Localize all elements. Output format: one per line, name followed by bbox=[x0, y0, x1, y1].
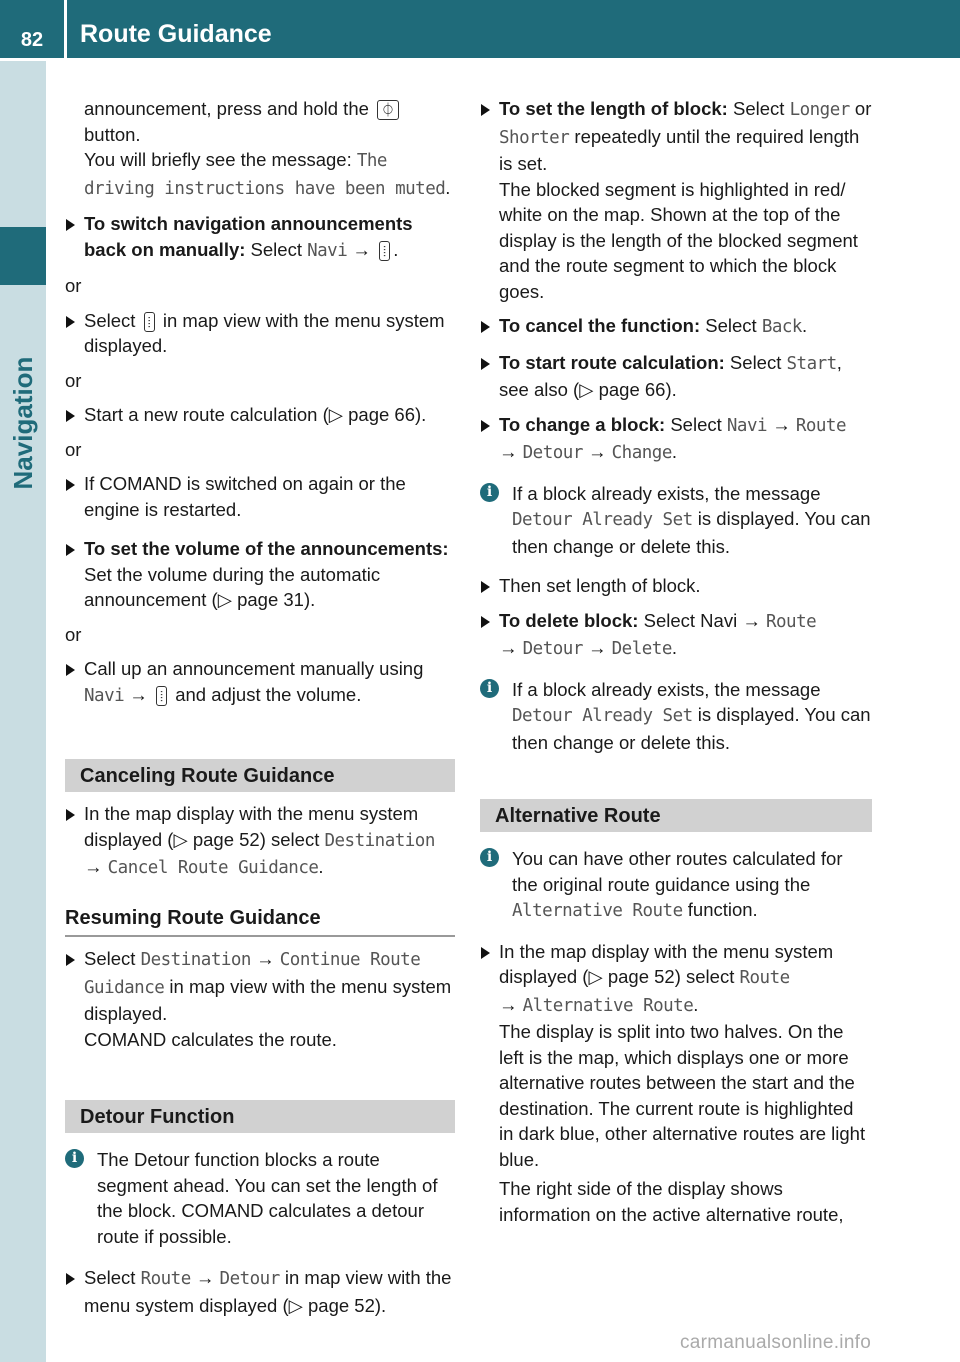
info-icon: i bbox=[480, 483, 499, 502]
detour-info: i The Detour function blocks a route segment ahead. You can set the length of the block. COMAND calculates a detour route if possible. bbox=[65, 1147, 455, 1249]
step-select-detour: Select Route → Detour in map view with the menu system displayed (▷ page 52). bbox=[65, 1265, 455, 1318]
step-resume-guidance: Select Destination → Continue Route Guidance in map view with the menu system displayed. COMAND calculates the route. bbox=[65, 946, 455, 1052]
arrow-icon: → bbox=[742, 609, 761, 631]
page-ref-icon: ▷ bbox=[588, 966, 603, 987]
arrow-icon: → bbox=[499, 993, 518, 1015]
or-separator: or bbox=[65, 275, 82, 296]
page-ref-icon: ▷ bbox=[579, 379, 594, 400]
step-start-calculation: To start route calculation: Select Start, see also (▷ page 66). bbox=[480, 350, 872, 403]
step-switch-announcements-on: To switch navigation announcements back on manually: Select Navi → ⦙ . bbox=[65, 211, 455, 264]
step-new-route: Start a new route calculation (▷ page 66). bbox=[65, 402, 455, 428]
or-separator: or bbox=[65, 369, 82, 391]
header-divider bbox=[64, 0, 67, 58]
arrow-icon: → bbox=[256, 948, 275, 969]
arrow-icon: → bbox=[772, 413, 791, 435]
page-ref-icon: ▷ bbox=[173, 828, 188, 850]
step-cancel-function: To cancel the function: Select Back. bbox=[480, 313, 872, 341]
arrow-icon: → bbox=[588, 441, 607, 462]
voice-icon: ⦙ bbox=[379, 241, 390, 261]
left-column bbox=[65, 96, 455, 1318]
step-call-announcement: Call up an announcement manually using Navi → ⦙ and adjust the volume. bbox=[65, 656, 455, 709]
page-ref-icon: ▷ bbox=[328, 404, 343, 425]
mute-button-icon: ⏀ bbox=[377, 100, 399, 120]
step-set-block-length: To set the length of block: Select Longer or Shorter repeatedly until the required length is set. The blocked segment is highlighted in red/ white on the map. Shown at the top of the display is the length of the blocked segment and the route segment to which the block goes. bbox=[480, 96, 872, 304]
section-heading-alternative: Alternative Route bbox=[480, 799, 872, 832]
step-select-voice: Select ⦙ in map view with the menu system displayed. bbox=[65, 308, 455, 359]
step-alternative-route: In the map display with the menu system displayed (▷ page 52) select Route → Alternative Route. The display is split into two halves. On the left is the map, which displays one or more alternative routes between the start and the destination. The current route is highlighted in dark blue, other alternative routes are light blue. The right side of the display shows information on the active alternative route, bbox=[480, 939, 872, 1228]
step-cancel-guidance: In the map display with the menu system displayed (▷ page 52) select Destination → Cancel Route Guidance. bbox=[65, 801, 455, 882]
section-heading-detour: Detour Function bbox=[65, 1100, 455, 1133]
step-delete-block: To delete block: Select Navi → Route → Detour → Delete. bbox=[480, 608, 872, 663]
step-comand-restart: If COMAND is switched on again or the engine is restarted. bbox=[65, 471, 455, 522]
arrow-icon: → bbox=[588, 637, 607, 658]
voice-icon: ⦙ bbox=[156, 686, 167, 706]
right-column bbox=[480, 96, 872, 1227]
page-ref-icon: ▷ bbox=[217, 589, 232, 610]
muted-message: The driving instructions have been muted bbox=[84, 151, 446, 199]
arrow-icon: → bbox=[129, 683, 148, 705]
arrow-icon: → bbox=[499, 441, 518, 462]
block-exists-info-2: i If a block already exists, the message Detour Already Set is displayed. You can then change or delete this. bbox=[480, 677, 872, 756]
page-ref-icon: ▷ bbox=[288, 1294, 303, 1316]
page-number: 82 bbox=[20, 29, 44, 51]
info-icon: i bbox=[65, 1149, 84, 1168]
subheading-resuming: Resuming Route Guidance bbox=[65, 906, 455, 938]
alternative-info: i You can have other routes calculated for the original route guidance using the Alternative Route function. bbox=[480, 846, 872, 925]
info-icon: i bbox=[480, 679, 499, 698]
intro-paragraph: announcement, press and hold the ⏀ button. You will briefly see the message: The driving instructions have been muted. bbox=[84, 98, 451, 199]
arrow-icon: → bbox=[84, 856, 103, 877]
step-set-length: Then set length of block. bbox=[480, 573, 872, 599]
section-label: Navigation bbox=[8, 356, 38, 490]
step-change-block: To change a block: Select Navi → Route → Detour → Change. bbox=[480, 412, 872, 467]
info-icon: i bbox=[480, 848, 499, 867]
arrow-icon: → bbox=[352, 238, 371, 260]
arrow-icon: → bbox=[499, 637, 518, 658]
page-title: Route Guidance bbox=[80, 20, 272, 48]
step-set-volume: To set the volume of the announcements: Set the volume during the automatic announcement (▷ page 31). bbox=[65, 536, 455, 613]
section-tab-marker bbox=[0, 227, 46, 285]
arrow-icon: → bbox=[195, 1267, 215, 1288]
voice-icon: ⦙ bbox=[144, 312, 155, 332]
or-separator: or bbox=[65, 438, 82, 460]
section-heading-canceling: Canceling Route Guidance bbox=[65, 759, 455, 792]
or-separator: or bbox=[65, 623, 82, 645]
block-exists-info: i If a block already exists, the message Detour Already Set is displayed. You can then change or delete this. bbox=[480, 481, 872, 560]
section-sidebar bbox=[0, 61, 46, 1362]
watermark: carmanualsonline.info bbox=[680, 1332, 872, 1353]
page-header bbox=[0, 0, 960, 58]
